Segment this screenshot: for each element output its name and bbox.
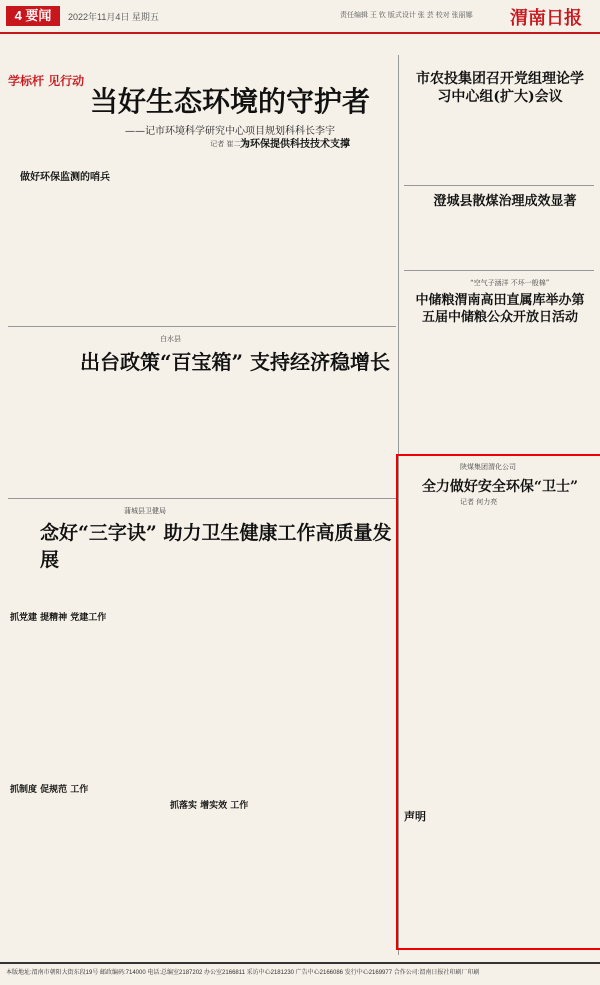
page-date: 2022年11月4日 星期五	[68, 12, 159, 22]
article-2-title: 出台政策“百宝箱” 支持经济稳增长	[80, 350, 390, 374]
newspaper-brand: 渭南日报	[510, 8, 582, 29]
article-6-kicker: “空气子涵洋 不坏一般棉”	[470, 279, 550, 287]
article-3-subhead-1: 抓党建 提精神 党建工作	[10, 613, 107, 623]
article-3-source: 蒲城县卫健局	[124, 507, 166, 515]
divider	[404, 185, 594, 186]
notice-title: 声明	[404, 810, 426, 823]
highlight-box	[396, 454, 600, 950]
article-1-subtitle: ——记市环境科学研究中心项目规划科科长李宇	[125, 126, 335, 137]
section-tag: 学标杆 见行动	[8, 74, 85, 88]
article-3-subhead-2: 抓制度 促规范 工作	[10, 785, 89, 795]
article-3-title: 念好“三字诀” 助力卫生健康工作高质量发展	[40, 522, 392, 571]
divider	[404, 270, 594, 271]
article-2-source: 白水县	[160, 335, 181, 343]
article-1-subhead-2: 为环保提供科技技术支撑	[240, 139, 350, 150]
article-7-kicker: 陕煤集团渭化公司	[460, 463, 516, 471]
article-7-byline: 记者 何力亮	[460, 498, 498, 506]
article-6-title: 中储粮渭南高田直属库举办第五届中储粮公众开放日活动	[415, 293, 585, 325]
page-header	[0, 0, 600, 34]
editor-line: 责任编辑 王 钦 版式设计 张 芸 校对 张丽娜	[340, 12, 473, 19]
article-1-text-a	[8, 135, 96, 335]
article-1-subhead-1: 做好环保监测的哨兵	[20, 172, 110, 183]
page-number: 4 要闻	[6, 6, 60, 26]
divider	[8, 326, 396, 327]
article-4-title: 市农投集团召开党组理论学习中心组(扩大)会议	[416, 71, 584, 105]
article-1-byline: 记者 崔二 燕	[210, 140, 250, 148]
divider	[8, 498, 396, 499]
page-footer: 本版地址:渭南市朝阳大街东段19号 邮政编码:714000 电话:总编室2187202 办公室2166811 采访中心2181230 广告中心2166086 发行中心2169977 合作公司:渭南日报社印刷厂印刷	[0, 962, 600, 984]
article-5-title: 澄城县散煤治理成效显著	[433, 194, 577, 209]
article-1-title: 当好生态环境的守护者	[89, 85, 370, 118]
article-3-subhead-3: 抓落实 增实效 工作	[170, 801, 249, 811]
article-7-title: 全力做好安全环保“卫士”	[421, 479, 579, 495]
